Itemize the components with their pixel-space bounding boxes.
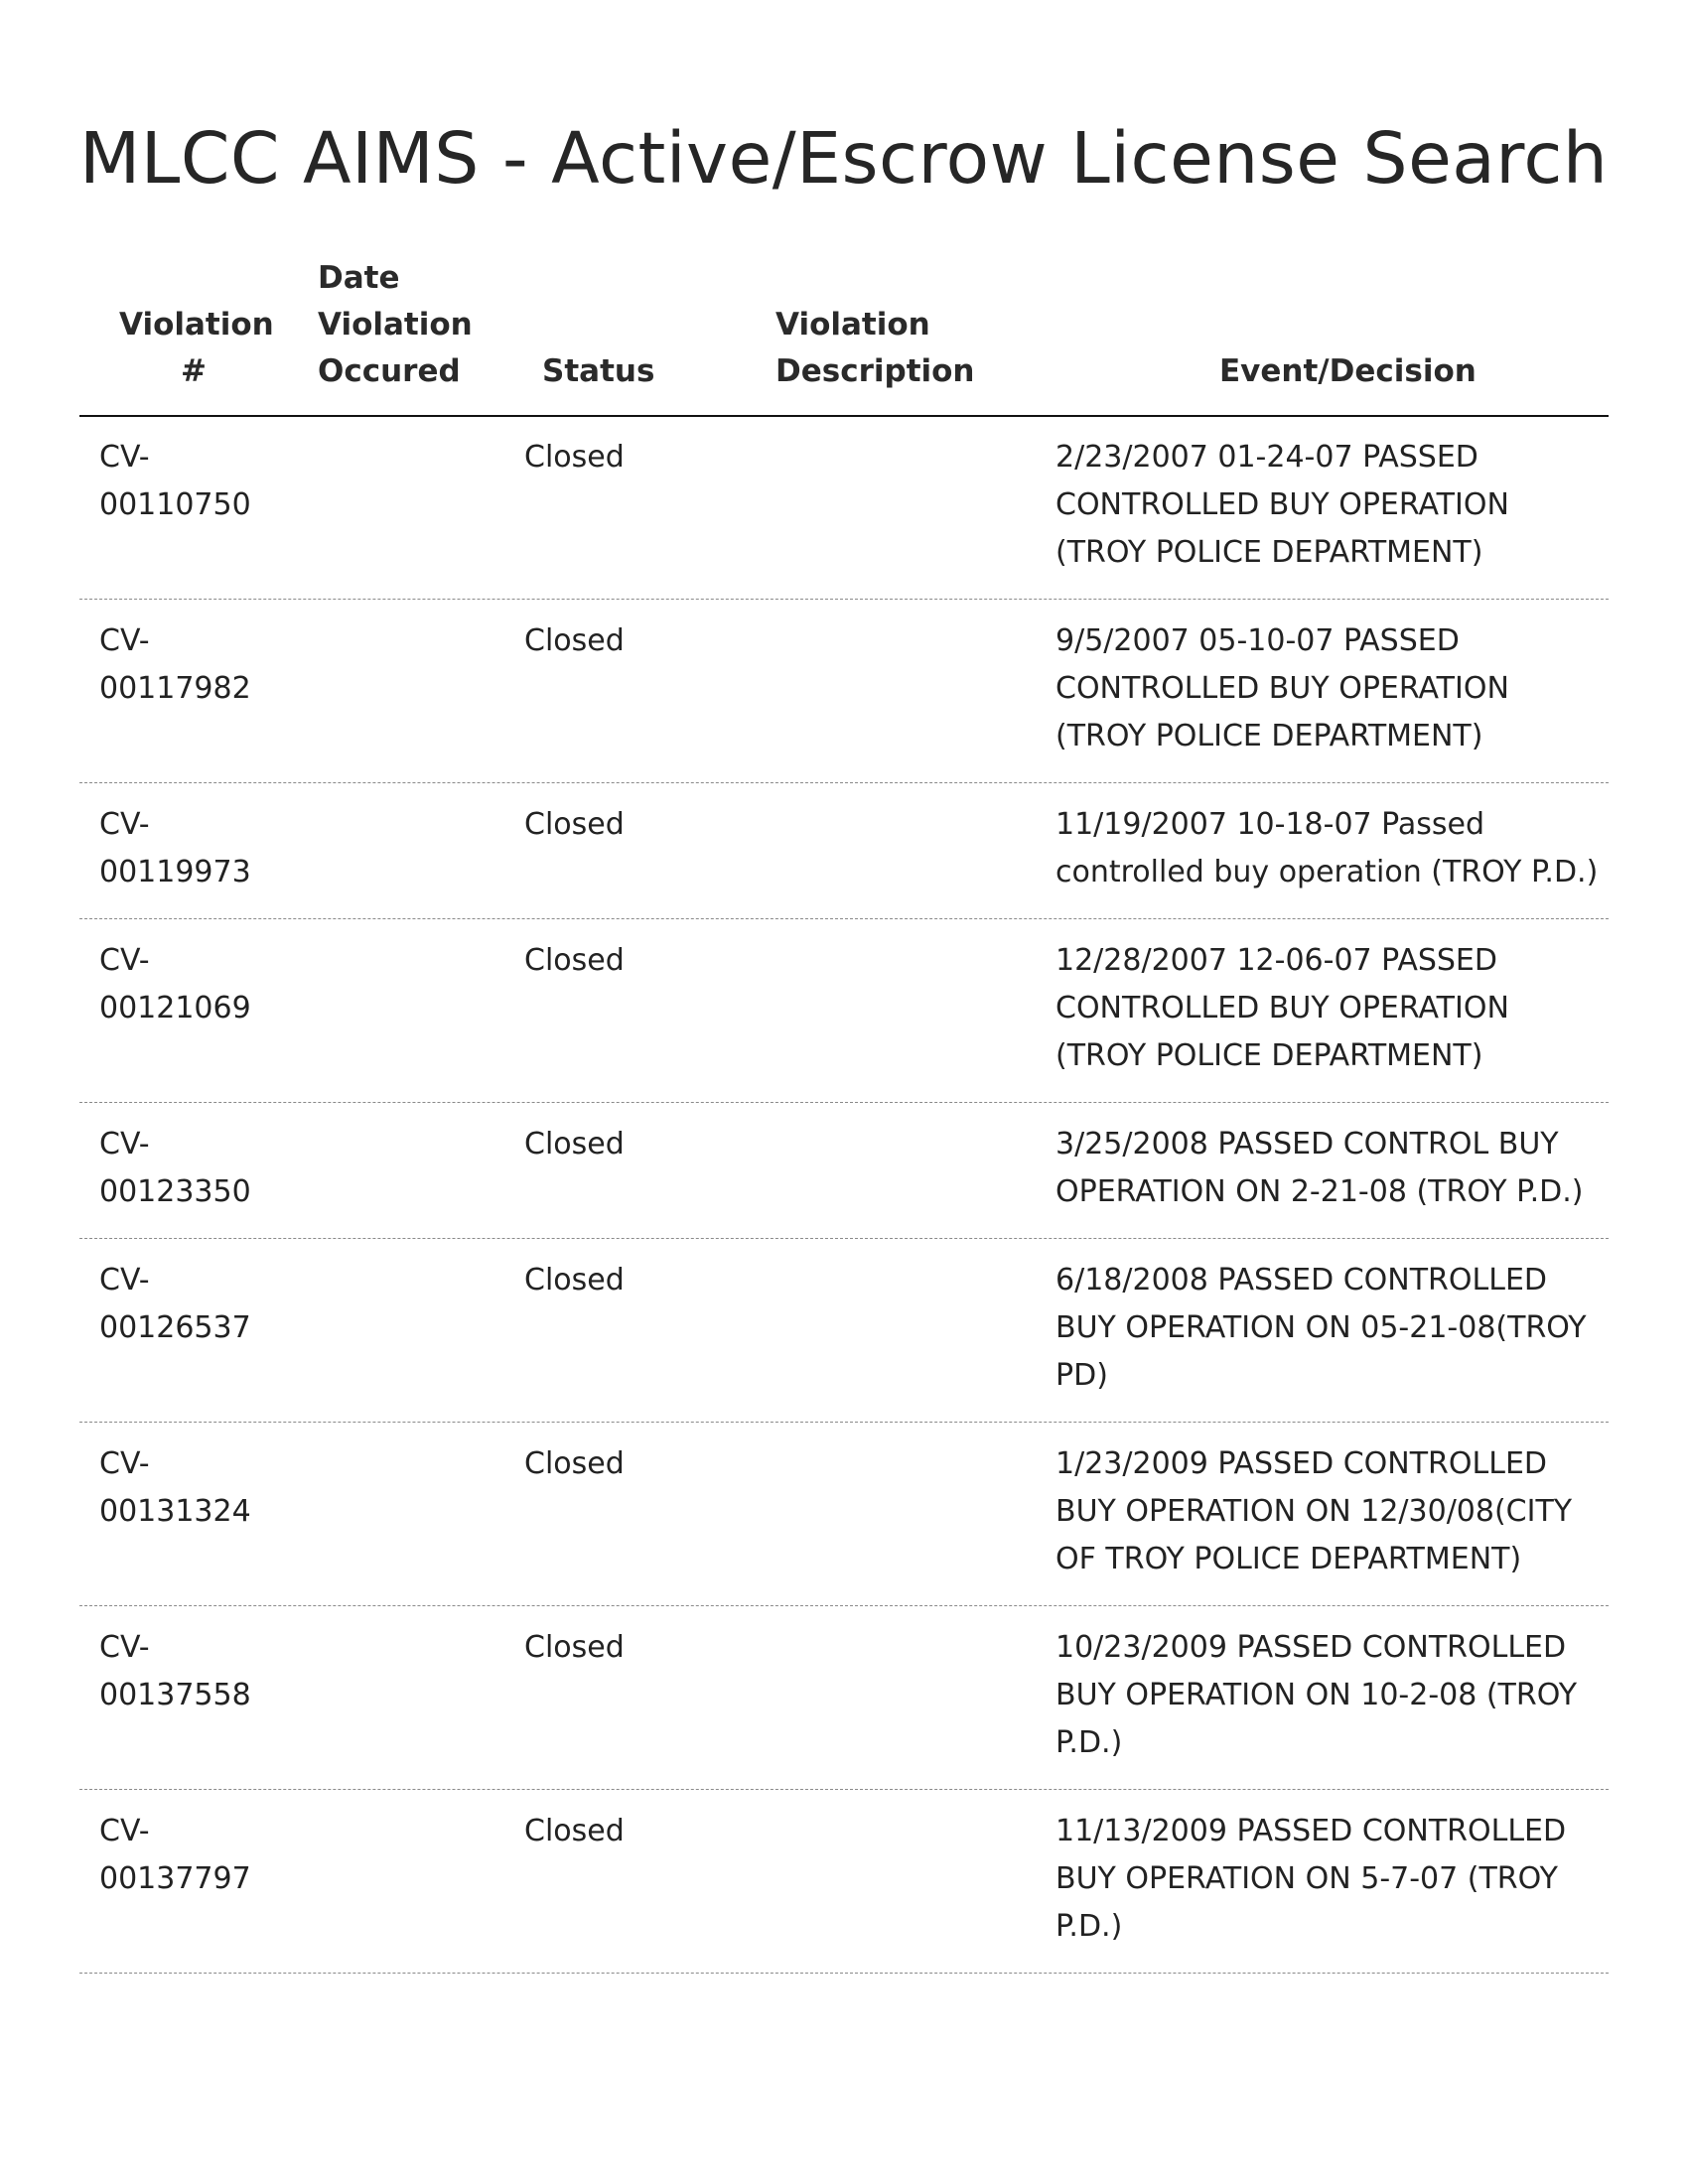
status-cell: Closed	[524, 1814, 625, 1848]
event-decision-cell: 6/18/2008 PASSED CONTROLLED BUY OPERATION ON 05-21-08(TROY PD)	[1055, 1263, 1587, 1393]
event-decision-cell: 10/23/2009 PASSED CONTROLLED BUY OPERATION ON 10-2-08 (TROY P.D.)	[1055, 1630, 1578, 1760]
status-cell: Closed	[524, 1446, 625, 1481]
violation-number: CV- 00123350	[99, 1127, 251, 1209]
event-decision-cell: 12/28/2007 12-06-07 PASSED CONTROLLED BUY OPERATION (TROY POLICE DEPARTMENT)	[1055, 943, 1509, 1073]
status-cell: Closed	[524, 440, 625, 475]
event-decision-cell: 11/19/2007 10-18-07 Passed controlled buy operation (TROY P.D.)	[1055, 807, 1599, 889]
violation-number: CV- 00126537	[99, 1263, 251, 1345]
status-cell: Closed	[524, 1630, 625, 1665]
header-event-decision: Event/Decision	[1219, 353, 1477, 389]
event-decision-cell: 3/25/2008 PASSED CONTROL BUY OPERATION ON 2-21-08 (TROY P.D.)	[1055, 1127, 1584, 1209]
header-status: Status	[542, 353, 655, 389]
table-row	[79, 1790, 1609, 1974]
table-row	[79, 416, 1609, 600]
violation-number: CV- 00131324	[99, 1446, 251, 1529]
table-row	[79, 1239, 1609, 1423]
violation-table-body	[0, 416, 1688, 1974]
table-row	[79, 600, 1609, 783]
status-cell: Closed	[524, 1127, 625, 1161]
violation-number: CV- 00121069	[99, 943, 251, 1025]
violation-number: CV- 00117982	[99, 623, 251, 706]
page-title: MLCC AIMS - Active/Escrow License Search	[79, 117, 1609, 200]
violation-number: CV- 00137797	[99, 1814, 251, 1896]
violation-number: CV- 00137558	[99, 1630, 251, 1712]
table-row	[79, 1423, 1609, 1606]
table-row	[79, 1606, 1609, 1790]
status-cell: Closed	[524, 807, 625, 842]
event-decision-cell: 11/13/2009 PASSED CONTROLLED BUY OPERATION ON 5-7-07 (TROY P.D.)	[1055, 1814, 1567, 1944]
event-decision-cell: 1/23/2009 PASSED CONTROLLED BUY OPERATION ON 12/30/08(CITY OF TROY POLICE DEPARTMENT)	[1055, 1446, 1573, 1576]
header-violation-description: Violation Description	[775, 307, 975, 389]
status-cell: Closed	[524, 943, 625, 978]
violation-number: CV- 00119973	[99, 807, 251, 889]
event-decision-cell: 9/5/2007 05-10-07 PASSED CONTROLLED BUY OPERATION (TROY POLICE DEPARTMENT)	[1055, 623, 1509, 753]
header-date-violation-occured: Date Violation Occured	[318, 260, 473, 389]
table-row	[79, 783, 1609, 919]
table-row	[79, 919, 1609, 1103]
status-cell: Closed	[524, 1263, 625, 1297]
table-row	[79, 1103, 1609, 1239]
violation-number: CV- 00110750	[99, 440, 251, 522]
table-header	[79, 248, 1609, 417]
header-violation-number: Violation #	[119, 307, 274, 389]
status-cell: Closed	[524, 623, 625, 658]
event-decision-cell: 2/23/2007 01-24-07 PASSED CONTROLLED BUY OPERATION (TROY POLICE DEPARTMENT)	[1055, 440, 1509, 570]
